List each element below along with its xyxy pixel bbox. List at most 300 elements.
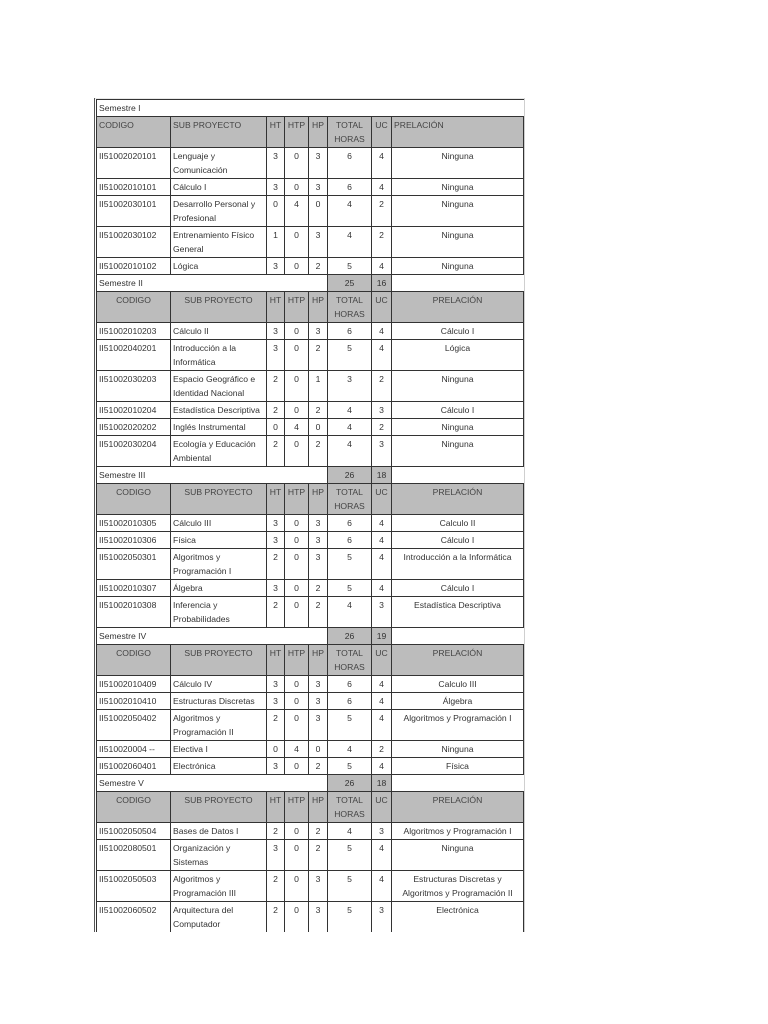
cell-codigo: II510020004 -- <box>97 741 171 758</box>
cell-uc: 4 <box>372 676 392 693</box>
cell-codigo: II51002010307 <box>97 580 171 597</box>
cell-sub-proyecto: Ecología y Educación Ambiental <box>171 436 267 467</box>
semester-spacer <box>392 275 524 292</box>
cell-ht: 3 <box>267 580 285 597</box>
semester-spacer <box>267 775 285 792</box>
cell-htp: 0 <box>285 515 309 532</box>
cell-uc: 4 <box>372 871 392 902</box>
cell-sub-proyecto: Inglés Instrumental <box>171 419 267 436</box>
cell-total-horas: 4 <box>328 741 372 758</box>
cell-sub-proyecto: Estadística Descriptiva <box>171 402 267 419</box>
semester-total-horas: 25 <box>328 275 372 292</box>
cell-uc: 3 <box>372 597 392 628</box>
cell-htp: 4 <box>285 741 309 758</box>
cell-ht: 2 <box>267 436 285 467</box>
cell-total-horas: 6 <box>328 148 372 179</box>
cell-ht: 3 <box>267 515 285 532</box>
cell-total-horas: 6 <box>328 179 372 196</box>
table-row <box>97 532 524 549</box>
cell-prelacion: Física <box>392 758 524 775</box>
cell-uc: 4 <box>372 179 392 196</box>
cell-total-horas: 5 <box>328 840 372 871</box>
cell-sub-proyecto: Cálculo IV <box>171 676 267 693</box>
cell-sub-proyecto: Cálculo II <box>171 323 267 340</box>
semester-spacer <box>267 275 285 292</box>
cell-hp: 2 <box>309 597 328 628</box>
cell-sub-proyecto: Cálculo III <box>171 515 267 532</box>
table-row <box>97 840 524 871</box>
cell-hp: 2 <box>309 580 328 597</box>
cell-codigo: II51002010203 <box>97 323 171 340</box>
cell-total-horas: 5 <box>328 710 372 741</box>
cell-prelacion: Estadística Descriptiva <box>392 597 524 628</box>
cell-total-horas: 5 <box>328 758 372 775</box>
column-header-ht: HT <box>267 117 285 148</box>
cell-sub-proyecto: Álgebra <box>171 580 267 597</box>
cell-prelacion: Cálculo I <box>392 532 524 549</box>
semester-spacer <box>309 775 328 792</box>
cell-codigo: II51002010204 <box>97 402 171 419</box>
column-header-htp: HTP <box>285 292 309 323</box>
table-row <box>97 371 524 402</box>
semester-spacer <box>309 467 328 484</box>
cell-ht: 3 <box>267 148 285 179</box>
cell-htp: 0 <box>285 148 309 179</box>
cell-htp: 0 <box>285 179 309 196</box>
column-header-uc: UC <box>372 117 392 148</box>
cell-hp: 3 <box>309 693 328 710</box>
cell-htp: 0 <box>285 676 309 693</box>
cell-ht: 2 <box>267 597 285 628</box>
cell-prelacion: Ninguna <box>392 258 524 275</box>
column-header-ht: HT <box>267 645 285 676</box>
column-header-row <box>97 484 524 515</box>
curriculum-table <box>96 99 524 932</box>
cell-uc: 4 <box>372 549 392 580</box>
cell-hp: 2 <box>309 402 328 419</box>
cell-sub-proyecto: Electrónica <box>171 758 267 775</box>
column-header-total-horas: TOTAL HORAS <box>328 792 372 823</box>
cell-sub-proyecto: Bases de Datos I <box>171 823 267 840</box>
cell-codigo: II51002010410 <box>97 693 171 710</box>
cell-htp: 0 <box>285 840 309 871</box>
cell-prelacion: Ninguna <box>392 840 524 871</box>
table-row <box>97 179 524 196</box>
cell-ht: 0 <box>267 419 285 436</box>
cell-uc: 4 <box>372 148 392 179</box>
cell-codigo: II51002020101 <box>97 148 171 179</box>
column-header-htp: HTP <box>285 117 309 148</box>
cell-htp: 0 <box>285 580 309 597</box>
column-header-sub-proyecto: SUB PROYECTO <box>171 117 267 148</box>
column-header-codigo: CODIGO <box>97 484 171 515</box>
cell-codigo: II51002010306 <box>97 532 171 549</box>
cell-ht: 2 <box>267 371 285 402</box>
semester-row <box>97 275 524 292</box>
cell-ht: 3 <box>267 840 285 871</box>
semester-spacer <box>267 467 285 484</box>
cell-codigo: II51002030203 <box>97 371 171 402</box>
cell-htp: 0 <box>285 823 309 840</box>
cell-codigo: II51002040201 <box>97 340 171 371</box>
cell-hp: 2 <box>309 258 328 275</box>
cell-htp: 0 <box>285 549 309 580</box>
semester-spacer <box>392 775 524 792</box>
semester-row <box>97 100 524 117</box>
cell-sub-proyecto: Arquitectura del Computador <box>171 902 267 933</box>
cell-total-horas: 5 <box>328 871 372 902</box>
cell-sub-proyecto: Lenguaje y Comunicación <box>171 148 267 179</box>
column-header-hp: HP <box>309 292 328 323</box>
cell-prelacion: Electrónica <box>392 902 524 933</box>
cell-codigo: II51002060401 <box>97 758 171 775</box>
cell-total-horas: 6 <box>328 676 372 693</box>
column-header-row <box>97 792 524 823</box>
table-row <box>97 693 524 710</box>
semester-row <box>97 467 524 484</box>
column-header-total-horas: TOTAL HORAS <box>328 292 372 323</box>
cell-codigo: II51002050402 <box>97 710 171 741</box>
table-row <box>97 196 524 227</box>
cell-uc: 4 <box>372 710 392 741</box>
column-header-prelacion: PRELACIÓN <box>392 792 524 823</box>
semester-label: Semestre I <box>97 100 267 117</box>
cell-prelacion: Ninguna <box>392 148 524 179</box>
cell-uc: 4 <box>372 693 392 710</box>
table-row <box>97 741 524 758</box>
cell-sub-proyecto: Estructuras Discretas <box>171 693 267 710</box>
cell-sub-proyecto: Algoritmos y Programación II <box>171 710 267 741</box>
cell-sub-proyecto: Inferencia y Probabilidades <box>171 597 267 628</box>
cell-ht: 3 <box>267 676 285 693</box>
cell-codigo: II51002010308 <box>97 597 171 628</box>
table-row <box>97 436 524 467</box>
column-header-htp: HTP <box>285 792 309 823</box>
cell-total-horas: 5 <box>328 902 372 933</box>
cell-uc: 4 <box>372 515 392 532</box>
column-header-total-horas: TOTAL HORAS <box>328 484 372 515</box>
semester-total-uc: 18 <box>372 467 392 484</box>
column-header-prelacion: PRELACIÓN <box>392 484 524 515</box>
column-header-codigo: CODIGO <box>97 117 171 148</box>
cell-uc: 2 <box>372 227 392 258</box>
cell-uc: 4 <box>372 580 392 597</box>
cell-total-horas: 5 <box>328 549 372 580</box>
cell-total-horas: 6 <box>328 323 372 340</box>
cell-prelacion: Ninguna <box>392 179 524 196</box>
cell-ht: 2 <box>267 710 285 741</box>
column-header-sub-proyecto: SUB PROYECTO <box>171 484 267 515</box>
cell-hp: 3 <box>309 179 328 196</box>
cell-hp: 0 <box>309 419 328 436</box>
cell-sub-proyecto: Desarrollo Personal y Profesional <box>171 196 267 227</box>
column-header-codigo: CODIGO <box>97 645 171 676</box>
cell-uc: 3 <box>372 436 392 467</box>
cell-prelacion: Cálculo I <box>392 402 524 419</box>
cell-total-horas: 5 <box>328 258 372 275</box>
cell-prelacion: Introducción a la Informática <box>392 549 524 580</box>
cell-total-horas: 4 <box>328 419 372 436</box>
cell-hp: 3 <box>309 549 328 580</box>
semester-label: Semestre III <box>97 467 267 484</box>
cell-ht: 3 <box>267 340 285 371</box>
cell-total-horas: 6 <box>328 693 372 710</box>
cell-hp: 2 <box>309 340 328 371</box>
column-header-sub-proyecto: SUB PROYECTO <box>171 645 267 676</box>
cell-ht: 0 <box>267 741 285 758</box>
cell-uc: 2 <box>372 196 392 227</box>
cell-sub-proyecto: Electiva I <box>171 741 267 758</box>
cell-total-horas: 4 <box>328 402 372 419</box>
cell-ht: 0 <box>267 196 285 227</box>
cell-ht: 2 <box>267 871 285 902</box>
cell-prelacion: Álgebra <box>392 693 524 710</box>
cell-total-horas: 5 <box>328 340 372 371</box>
cell-sub-proyecto: Lógica <box>171 258 267 275</box>
cell-hp: 3 <box>309 710 328 741</box>
table-row <box>97 515 524 532</box>
semester-spacer <box>267 628 285 645</box>
table-row <box>97 871 524 902</box>
cell-ht: 1 <box>267 227 285 258</box>
column-header-prelacion: PRELACIÓN <box>392 117 524 148</box>
column-header-hp: HP <box>309 484 328 515</box>
cell-total-horas: 6 <box>328 532 372 549</box>
semester-total-uc: 19 <box>372 628 392 645</box>
cell-ht: 2 <box>267 823 285 840</box>
cell-codigo: II51002030204 <box>97 436 171 467</box>
cell-ht: 2 <box>267 402 285 419</box>
column-header-ht: HT <box>267 792 285 823</box>
cell-codigo: II51002060502 <box>97 902 171 933</box>
cell-hp: 3 <box>309 676 328 693</box>
semester-spacer <box>392 100 524 117</box>
cell-prelacion: Ninguna <box>392 371 524 402</box>
column-header-prelacion: PRELACIÓN <box>392 645 524 676</box>
semester-row <box>97 775 524 792</box>
semester-label: Semestre V <box>97 775 267 792</box>
cell-htp: 4 <box>285 196 309 227</box>
cell-codigo: II51002050503 <box>97 871 171 902</box>
cell-codigo: II51002010102 <box>97 258 171 275</box>
cell-sub-proyecto: Algoritmos y Programación I <box>171 549 267 580</box>
cell-codigo: II51002030101 <box>97 196 171 227</box>
cell-ht: 3 <box>267 323 285 340</box>
table-row <box>97 340 524 371</box>
cell-prelacion: Ninguna <box>392 436 524 467</box>
cell-sub-proyecto: Física <box>171 532 267 549</box>
cell-uc: 4 <box>372 258 392 275</box>
cell-uc: 3 <box>372 823 392 840</box>
semester-spacer <box>285 100 309 117</box>
column-header-row <box>97 117 524 148</box>
cell-htp: 0 <box>285 710 309 741</box>
cell-ht: 3 <box>267 532 285 549</box>
column-header-htp: HTP <box>285 484 309 515</box>
cell-prelacion: Calculo II <box>392 515 524 532</box>
column-header-ht: HT <box>267 292 285 323</box>
cell-ht: 2 <box>267 549 285 580</box>
semester-label: Semestre IV <box>97 628 267 645</box>
cell-prelacion: Algoritmos y Programación I <box>392 823 524 840</box>
cell-sub-proyecto: Introducción a la Informática <box>171 340 267 371</box>
semester-total-horas <box>328 100 372 117</box>
table-row <box>97 258 524 275</box>
cell-prelacion: Estructuras Discretas y Algoritmos y Programación II <box>392 871 524 902</box>
cell-sub-proyecto: Cálculo I <box>171 179 267 196</box>
cell-total-horas: 4 <box>328 436 372 467</box>
cell-htp: 0 <box>285 323 309 340</box>
cell-htp: 0 <box>285 371 309 402</box>
cell-hp: 3 <box>309 902 328 933</box>
column-header-hp: HP <box>309 792 328 823</box>
cell-htp: 0 <box>285 436 309 467</box>
cell-prelacion: Algoritmos y Programación I <box>392 710 524 741</box>
column-header-htp: HTP <box>285 645 309 676</box>
semester-spacer <box>392 628 524 645</box>
cell-htp: 0 <box>285 532 309 549</box>
cell-hp: 2 <box>309 840 328 871</box>
cell-sub-proyecto: Entrenamiento Físico General <box>171 227 267 258</box>
cell-uc: 3 <box>372 402 392 419</box>
cell-hp: 3 <box>309 532 328 549</box>
cell-htp: 0 <box>285 340 309 371</box>
cell-hp: 3 <box>309 227 328 258</box>
cell-ht: 3 <box>267 179 285 196</box>
cell-total-horas: 4 <box>328 196 372 227</box>
semester-total-uc <box>372 100 392 117</box>
table-row <box>97 227 524 258</box>
column-header-sub-proyecto: SUB PROYECTO <box>171 292 267 323</box>
column-header-codigo: CODIGO <box>97 292 171 323</box>
cell-hp: 0 <box>309 741 328 758</box>
table-row <box>97 710 524 741</box>
column-header-sub-proyecto: SUB PROYECTO <box>171 792 267 823</box>
column-header-hp: HP <box>309 117 328 148</box>
cell-hp: 1 <box>309 371 328 402</box>
semester-spacer <box>285 275 309 292</box>
cell-total-horas: 4 <box>328 597 372 628</box>
cell-codigo: II51002050301 <box>97 549 171 580</box>
cell-htp: 0 <box>285 902 309 933</box>
cell-htp: 0 <box>285 227 309 258</box>
cell-codigo: II51002010409 <box>97 676 171 693</box>
cell-hp: 0 <box>309 196 328 227</box>
semester-spacer <box>309 100 328 117</box>
cell-htp: 0 <box>285 871 309 902</box>
table-row <box>97 580 524 597</box>
cell-total-horas: 5 <box>328 580 372 597</box>
cell-htp: 0 <box>285 758 309 775</box>
semester-total-horas: 26 <box>328 775 372 792</box>
cell-prelacion: Ninguna <box>392 419 524 436</box>
cell-htp: 0 <box>285 402 309 419</box>
semester-label: Semestre II <box>97 275 267 292</box>
cell-prelacion: Ninguna <box>392 227 524 258</box>
column-header-uc: UC <box>372 292 392 323</box>
semester-spacer <box>285 628 309 645</box>
cell-uc: 2 <box>372 741 392 758</box>
column-header-uc: UC <box>372 792 392 823</box>
cell-uc: 4 <box>372 323 392 340</box>
cell-uc: 4 <box>372 758 392 775</box>
semester-spacer <box>285 467 309 484</box>
cell-ht: 3 <box>267 758 285 775</box>
cell-prelacion: Cálculo I <box>392 323 524 340</box>
semester-total-horas: 26 <box>328 628 372 645</box>
cell-prelacion: Ninguna <box>392 196 524 227</box>
table-row <box>97 676 524 693</box>
cell-sub-proyecto: Organización y Sistemas <box>171 840 267 871</box>
semester-total-uc: 16 <box>372 275 392 292</box>
cell-prelacion: Lógica <box>392 340 524 371</box>
cell-hp: 3 <box>309 148 328 179</box>
column-header-total-horas: TOTAL HORAS <box>328 117 372 148</box>
column-header-ht: HT <box>267 484 285 515</box>
cell-sub-proyecto: Espacio Geográfico e Identidad Nacional <box>171 371 267 402</box>
cell-hp: 2 <box>309 436 328 467</box>
cell-ht: 3 <box>267 693 285 710</box>
cell-total-horas: 4 <box>328 823 372 840</box>
cell-codigo: II51002080501 <box>97 840 171 871</box>
cell-sub-proyecto: Algoritmos y Programación III <box>171 871 267 902</box>
cell-uc: 3 <box>372 902 392 933</box>
cell-codigo: II51002030102 <box>97 227 171 258</box>
semester-spacer <box>309 275 328 292</box>
cell-ht: 3 <box>267 258 285 275</box>
table-row <box>97 902 524 933</box>
cell-htp: 0 <box>285 693 309 710</box>
cell-prelacion: Calculo III <box>392 676 524 693</box>
cell-prelacion: Ninguna <box>392 741 524 758</box>
cell-uc: 4 <box>372 840 392 871</box>
cell-hp: 3 <box>309 323 328 340</box>
cell-total-horas: 3 <box>328 371 372 402</box>
column-header-prelacion: PRELACIÓN <box>392 292 524 323</box>
cell-total-horas: 4 <box>328 227 372 258</box>
column-header-total-horas: TOTAL HORAS <box>328 645 372 676</box>
cell-htp: 0 <box>285 258 309 275</box>
semester-spacer <box>392 467 524 484</box>
column-header-row <box>97 645 524 676</box>
cell-hp: 3 <box>309 515 328 532</box>
cell-codigo: II51002020202 <box>97 419 171 436</box>
cell-uc: 2 <box>372 371 392 402</box>
column-header-uc: UC <box>372 484 392 515</box>
semester-total-uc: 18 <box>372 775 392 792</box>
cell-codigo: II51002010101 <box>97 179 171 196</box>
semester-spacer <box>285 775 309 792</box>
semester-row <box>97 628 524 645</box>
table-row <box>97 402 524 419</box>
table-row <box>97 323 524 340</box>
cell-hp: 2 <box>309 758 328 775</box>
cell-uc: 2 <box>372 419 392 436</box>
table-row <box>97 549 524 580</box>
cell-hp: 2 <box>309 823 328 840</box>
table-row <box>97 597 524 628</box>
cell-codigo: II51002050504 <box>97 823 171 840</box>
cell-total-horas: 6 <box>328 515 372 532</box>
column-header-uc: UC <box>372 645 392 676</box>
table-row <box>97 148 524 179</box>
table-row <box>97 419 524 436</box>
cell-uc: 4 <box>372 340 392 371</box>
semester-spacer <box>309 628 328 645</box>
table-row <box>97 823 524 840</box>
column-header-codigo: CODIGO <box>97 792 171 823</box>
cell-ht: 2 <box>267 902 285 933</box>
